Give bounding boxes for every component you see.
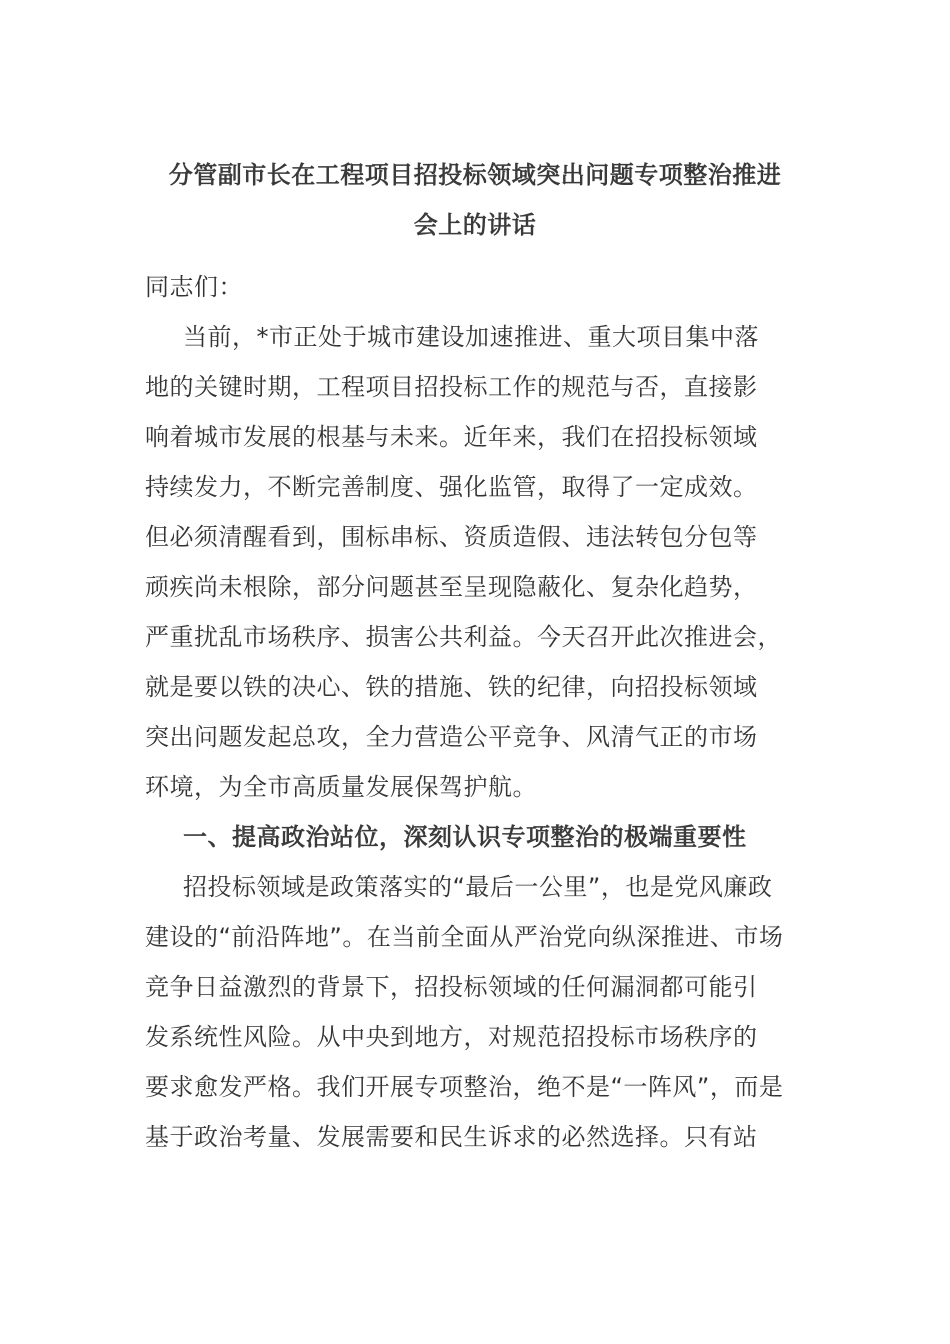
paragraph-2 [145,862,805,1162]
paragraph-line: 就是要以铁的决心、铁的措施、铁的纪律，向招投标领域 [145,673,758,701]
paragraph-line: 发系统性风险。从中央到地方，对规范招投标市场秩序的 [145,1023,758,1051]
section-heading-1: 一、提高政治站位，深刻认识专项整治的极端重要性 [183,823,747,851]
paragraph-line: 顽疾尚未根除，部分问题甚至呈现隐蔽化、复杂化趋势， [145,573,758,601]
document-title [145,150,805,250]
title-line-1: 分管副市长在工程项目招投标领域突出问题专项整治推进 [168,161,782,189]
salutation: 同志们： [145,273,243,301]
document-body [145,262,805,1162]
paragraph-line: 响着城市发展的根基与未来。近年来，我们在招投标领域 [145,423,758,451]
paragraph-line: 但必须清醒看到，围标串标、资质造假、违法转包分包等 [145,523,758,551]
paragraph-line: 要求愈发严格。我们开展专项整治，绝不是“一阵风”，而是 [145,1073,784,1101]
paragraph-line: 突出问题发起总攻，全力营造公平竞争、风清气正的市场 [145,723,758,751]
title-line-2: 会上的讲话 [413,211,537,239]
paragraph-line: 基于政治考量、发展需要和民生诉求的必然选择。只有站 [145,1123,758,1151]
paragraph-line: 地的关键时期，工程项目招投标工作的规范与否，直接影 [145,373,758,401]
paragraph-line: 严重扰乱市场秩序、损害公共利益。今天召开此次推进会， [145,623,782,651]
paragraph-line: 环境，为全市高质量发展保驾护航。 [145,773,537,801]
paragraph-1 [145,312,805,812]
paragraph-line: 当前，*市正处于城市建设加速推进、重大项目集中落 [183,323,759,351]
paragraph-line: 持续发力，不断完善制度、强化监管，取得了一定成效。 [145,473,758,501]
paragraph-line: 竞争日益激烈的背景下，招投标领域的任何漏洞都可能引 [145,973,758,1001]
paragraph-line: 建设的“前沿阵地”。在当前全面从严治党向纵深推进、市场 [145,923,784,951]
paragraph-line: 招投标领域是政策落实的“最后一公里”，也是党风廉政 [183,873,773,901]
